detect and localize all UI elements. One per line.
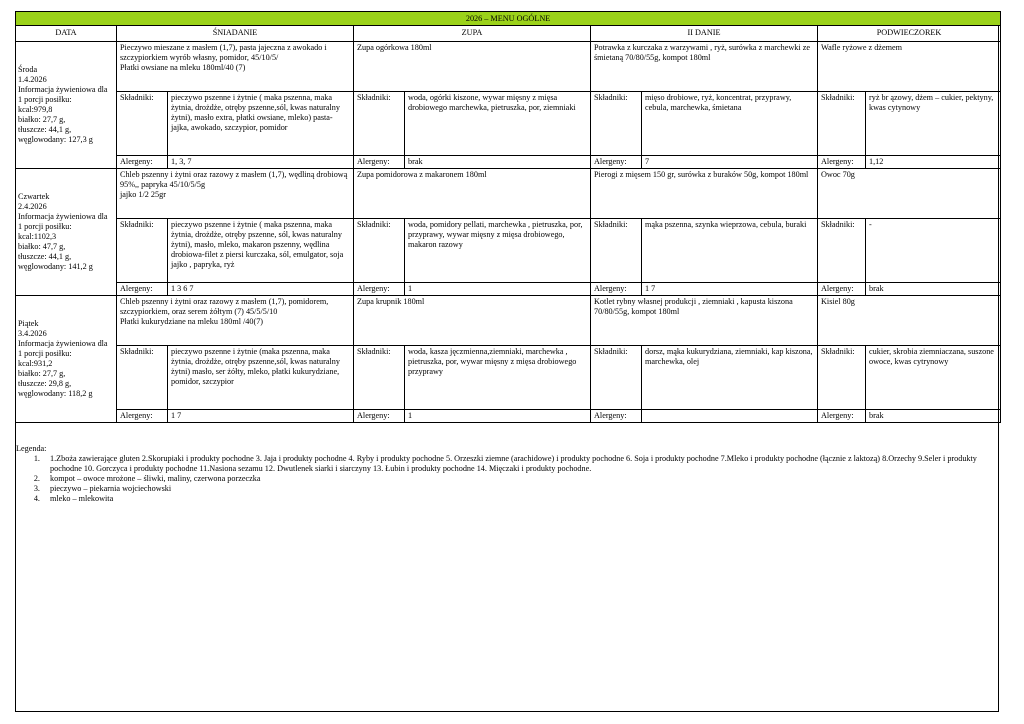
allergens-label: Alergeny: bbox=[818, 283, 866, 296]
ingredients-label: Składniki: bbox=[591, 219, 642, 283]
main-ingredients: mięso drobiowe, ryż, koncentrat, przyprawy, cebula, marchewka, śmietana bbox=[642, 92, 818, 156]
snack-dish bbox=[818, 296, 1001, 346]
main-allergens: 7 bbox=[642, 156, 818, 169]
ingredients-label: Składniki: bbox=[591, 92, 642, 156]
dish-text: Zupa pomidorowa z makaronem 180ml bbox=[357, 170, 487, 179]
breakfast-dish bbox=[117, 169, 354, 219]
day-name: Środa bbox=[18, 65, 38, 74]
soup-allergens: 1 bbox=[405, 410, 591, 423]
main-dish bbox=[591, 169, 818, 219]
snack-allergens: brak bbox=[866, 283, 1001, 296]
allergens-label: Alergeny: bbox=[591, 410, 642, 423]
day-allergens-row bbox=[16, 283, 1001, 296]
soup-ingredients: woda, ogórki kiszone, wywar mięsny z mięsa drobiowego marchewka, pietruszka, por, ziemniaki bbox=[405, 92, 591, 156]
dish-text: Kotlet rybny własnej produkcji , ziemniaki , kapusta kiszona 70/80/55g, kompot 180ml bbox=[594, 297, 793, 316]
legend-item: 4. mleko – mlekowita bbox=[42, 494, 996, 504]
allergens-label: Alergeny: bbox=[117, 410, 168, 423]
snack-allergens: brak bbox=[866, 410, 1001, 423]
nutrition-fat: tłuszcze: 29,8 g, bbox=[18, 379, 72, 388]
menu-title: 2026 – MENU OGÓLNE bbox=[16, 12, 1001, 26]
soup-allergens: brak bbox=[405, 156, 591, 169]
dish-text: Chleb pszenny i żytni oraz razowy z masłem (1,7), wędliną drobiową 95%,, papryka 45/10/5/5g jajko 1/2 25gr bbox=[120, 170, 348, 199]
header-date: DATA bbox=[16, 26, 117, 42]
date-cell bbox=[16, 296, 117, 423]
nutrition-fat: tłuszcze: 44,1 g, bbox=[18, 252, 72, 261]
day-date: 1.4.2026 bbox=[18, 75, 47, 84]
day-ingredients-row bbox=[16, 346, 1001, 410]
nutrition-carbs: węglowodany: 118,2 g bbox=[18, 389, 93, 398]
soup-ingredients: woda, pomidory pellati, marchewka , pietruszka, por, przyprawy, wywar mięsny z mięsa drobiowego, makaron razowy bbox=[405, 219, 591, 283]
header-soup: ZUPA bbox=[354, 26, 591, 42]
day-date: 2.4.2026 bbox=[18, 202, 47, 211]
dish-text: Pierogi z mięsem 150 gr, surówka z buraków 50g, kompot 180ml bbox=[594, 170, 809, 179]
ingredients-label: Składniki: bbox=[818, 219, 866, 283]
ingredients-label: Składniki: bbox=[591, 346, 642, 410]
breakfast-ingredients: pieczywo pszenne i żytnie ( maka pszenna, maka żytnia, drożdże, otręby pszenne, sól, kwas naturalny żytni), masło, mleko, makaron pszenny, wędlina drobiowa-filet z piersi kurczaka, sól, emulgator, soja jajko , papryka, ryż bbox=[168, 219, 354, 283]
dish-text: Zupa krupnik 180ml bbox=[357, 297, 425, 306]
allergens-label: Alergeny: bbox=[354, 410, 405, 423]
dish-text: Potrawka z kurczaka z warzywami , ryż, surówka z marchewki ze śmietaną 70/80/55g, kompot 180ml bbox=[594, 43, 810, 62]
breakfast-allergens: 1 3 6 7 bbox=[168, 283, 354, 296]
nutrition-kcal: kcal:1102,3 bbox=[18, 232, 57, 241]
day-dish-row bbox=[16, 169, 1001, 219]
breakfast-allergens: 1, 3, 7 bbox=[168, 156, 354, 169]
legend-item: 3. pieczywo – piekarnia wojciechowski bbox=[42, 484, 996, 494]
snack-ingredients: ryż br ązowy, dżem – cukier, pektyny, kwas cytynowy bbox=[866, 92, 1001, 156]
day-dish-row bbox=[16, 42, 1001, 92]
day-ingredients-row bbox=[16, 219, 1001, 283]
ingredients-label: Składniki: bbox=[818, 346, 866, 410]
date-cell bbox=[16, 42, 117, 169]
dish-text: Kisiel 80g bbox=[821, 297, 855, 306]
legend-item: 1. 1.Zboża zawierające gluten 2.Skorupiaki i produkty pochodne 3. Jaja i produkty pochodne 4. Ryby i produkty pochodne 5. Orzeszki ziemne (arachidowe) i produkty pochodne 6. Soja i produkty pochodne 7.Mleko i produkty pochodne (łącznie z laktozą) 8.Orzechy 9.Seler i produkty pochodne 10. Gorczyca i produkty pochodne 11.Nasiona sezamu 12. Dwutlenek siarki i siarczyny 13. Łubin i produkty pochodne 14. Mięczaki i produkty pochodne. bbox=[42, 454, 996, 474]
allergens-label: Alergeny: bbox=[591, 283, 642, 296]
allergens-label: Alergeny: bbox=[117, 156, 168, 169]
title-row bbox=[16, 12, 1001, 26]
legend bbox=[16, 444, 996, 504]
snack-ingredients: - bbox=[866, 219, 1001, 283]
dish-text: Wafle ryżowe z dżemem bbox=[821, 43, 902, 52]
soup-allergens: 1 bbox=[405, 283, 591, 296]
main-allergens: 1 7 bbox=[642, 283, 818, 296]
day-name: Piątek bbox=[18, 319, 39, 328]
header-snack: PODWIECZOREK bbox=[818, 26, 1001, 42]
dish-text: Chleb pszenny i żytni oraz razowy z masłem (1,7), pomidorem, szczypiorkiem, oraz serem żółtym (7) 45/5/5/10 Płatki kukurydziane na mleku 180ml /40(7) bbox=[120, 297, 329, 326]
nutrition-info-label: Informacja żywieniowa dla 1 porcji posiłku: bbox=[18, 85, 108, 104]
ingredients-label: Składniki: bbox=[354, 219, 405, 283]
menu-table bbox=[15, 11, 1001, 423]
main-allergens bbox=[642, 410, 818, 423]
nutrition-kcal: kcal:979,8 bbox=[18, 105, 53, 114]
main-dish bbox=[591, 42, 818, 92]
soup-dish bbox=[354, 42, 591, 92]
dish-text: Owoc 70g bbox=[821, 170, 855, 179]
snack-dish bbox=[818, 169, 1001, 219]
snack-allergens: 1,12 bbox=[866, 156, 1001, 169]
day-ingredients-row bbox=[16, 92, 1001, 156]
nutrition-info-label: Informacja żywieniowa dla 1 porcji posiłku: bbox=[18, 339, 108, 358]
nutrition-kcal: kcal:931,2 bbox=[18, 359, 53, 368]
ingredients-label: Składniki: bbox=[117, 92, 168, 156]
day-rows bbox=[16, 42, 1001, 423]
breakfast-ingredients: pieczywo pszenne i żytnie (maka pszenna, maka żytnia, drożdże, otręby pszenne,sól, kwas naturalny żytni) masło, ser żółty, mleko, płatki kukurydziane, pomidor, szczypior bbox=[168, 346, 354, 410]
snack-ingredients: cukier, skrobia ziemniaczana, suszone owoce, kwas cytrynowy bbox=[866, 346, 1001, 410]
soup-dish bbox=[354, 169, 591, 219]
legend-list bbox=[16, 454, 996, 504]
ingredients-label: Składniki: bbox=[117, 346, 168, 410]
nutrition-protein: białko: 47,7 g, bbox=[18, 242, 66, 251]
legend-item: 2. kompot – owoce mrożone – śliwki, maliny, czerwona porzeczka bbox=[42, 474, 996, 484]
nutrition-protein: białko: 27,7 g, bbox=[18, 115, 66, 124]
allergens-label: Alergeny: bbox=[354, 283, 405, 296]
day-dish-row bbox=[16, 296, 1001, 346]
breakfast-dish bbox=[117, 42, 354, 92]
nutrition-fat: tłuszcze: 44,1 g, bbox=[18, 125, 72, 134]
snack-dish bbox=[818, 42, 1001, 92]
nutrition-carbs: węglowodany: 141,2 g bbox=[18, 262, 93, 271]
day-allergens-row bbox=[16, 156, 1001, 169]
main-ingredients: mąka pszenna, szynka wieprzowa, cebula, buraki bbox=[642, 219, 818, 283]
ingredients-label: Składniki: bbox=[818, 92, 866, 156]
main-ingredients: dorsz, mąka kukurydziana, ziemniaki, kap kiszona, marchewka, olej bbox=[642, 346, 818, 410]
dish-text: Zupa ogórkowa 180ml bbox=[357, 43, 432, 52]
header-main: II DANIE bbox=[591, 26, 818, 42]
header-breakfast: ŚNIADANIE bbox=[117, 26, 354, 42]
day-name: Czwartek bbox=[18, 192, 50, 201]
nutrition-protein: białko: 27,7 g, bbox=[18, 369, 66, 378]
date-cell bbox=[16, 169, 117, 296]
ingredients-label: Składniki: bbox=[354, 346, 405, 410]
allergens-label: Alergeny: bbox=[591, 156, 642, 169]
nutrition-carbs: węglowodany: 127,3 g bbox=[18, 135, 93, 144]
allergens-label: Alergeny: bbox=[354, 156, 405, 169]
breakfast-allergens: 1 7 bbox=[168, 410, 354, 423]
ingredients-label: Składniki: bbox=[354, 92, 405, 156]
header-row bbox=[16, 26, 1001, 42]
allergens-label: Alergeny: bbox=[117, 283, 168, 296]
breakfast-dish bbox=[117, 296, 354, 346]
soup-ingredients: woda, kasza jęczmienna,ziemniaki, marchewka , pietruszka, por, wywar mięsny z mięsa drobiowego przyprawy bbox=[405, 346, 591, 410]
nutrition-info-label: Informacja żywieniowa dla 1 porcji posiłku: bbox=[18, 212, 108, 231]
day-date: 3.4.2026 bbox=[18, 329, 47, 338]
breakfast-ingredients: pieczywo pszenne i żytnie ( maka pszenna, maka żytnia, drożdże, otręby pszenne,sól, kwas naturalny żytni), masło extra, płatki owsiane, mleko) pasta- jajka, awokado, szczypior, pomidor bbox=[168, 92, 354, 156]
main-dish bbox=[591, 296, 818, 346]
allergens-label: Alergeny: bbox=[818, 410, 866, 423]
legend-title: Legenda: bbox=[16, 444, 47, 453]
soup-dish bbox=[354, 296, 591, 346]
ingredients-label: Składniki: bbox=[117, 219, 168, 283]
dish-text: Pieczywo mieszane z masłem (1,7), pasta jajeczna z awokado i szczypiorkiem wyrób własny, pomidor, 45/10/5/ Płatki owsiane na mleku 180ml/40 (7) bbox=[120, 43, 327, 72]
allergens-label: Alergeny: bbox=[818, 156, 866, 169]
day-allergens-row bbox=[16, 410, 1001, 423]
